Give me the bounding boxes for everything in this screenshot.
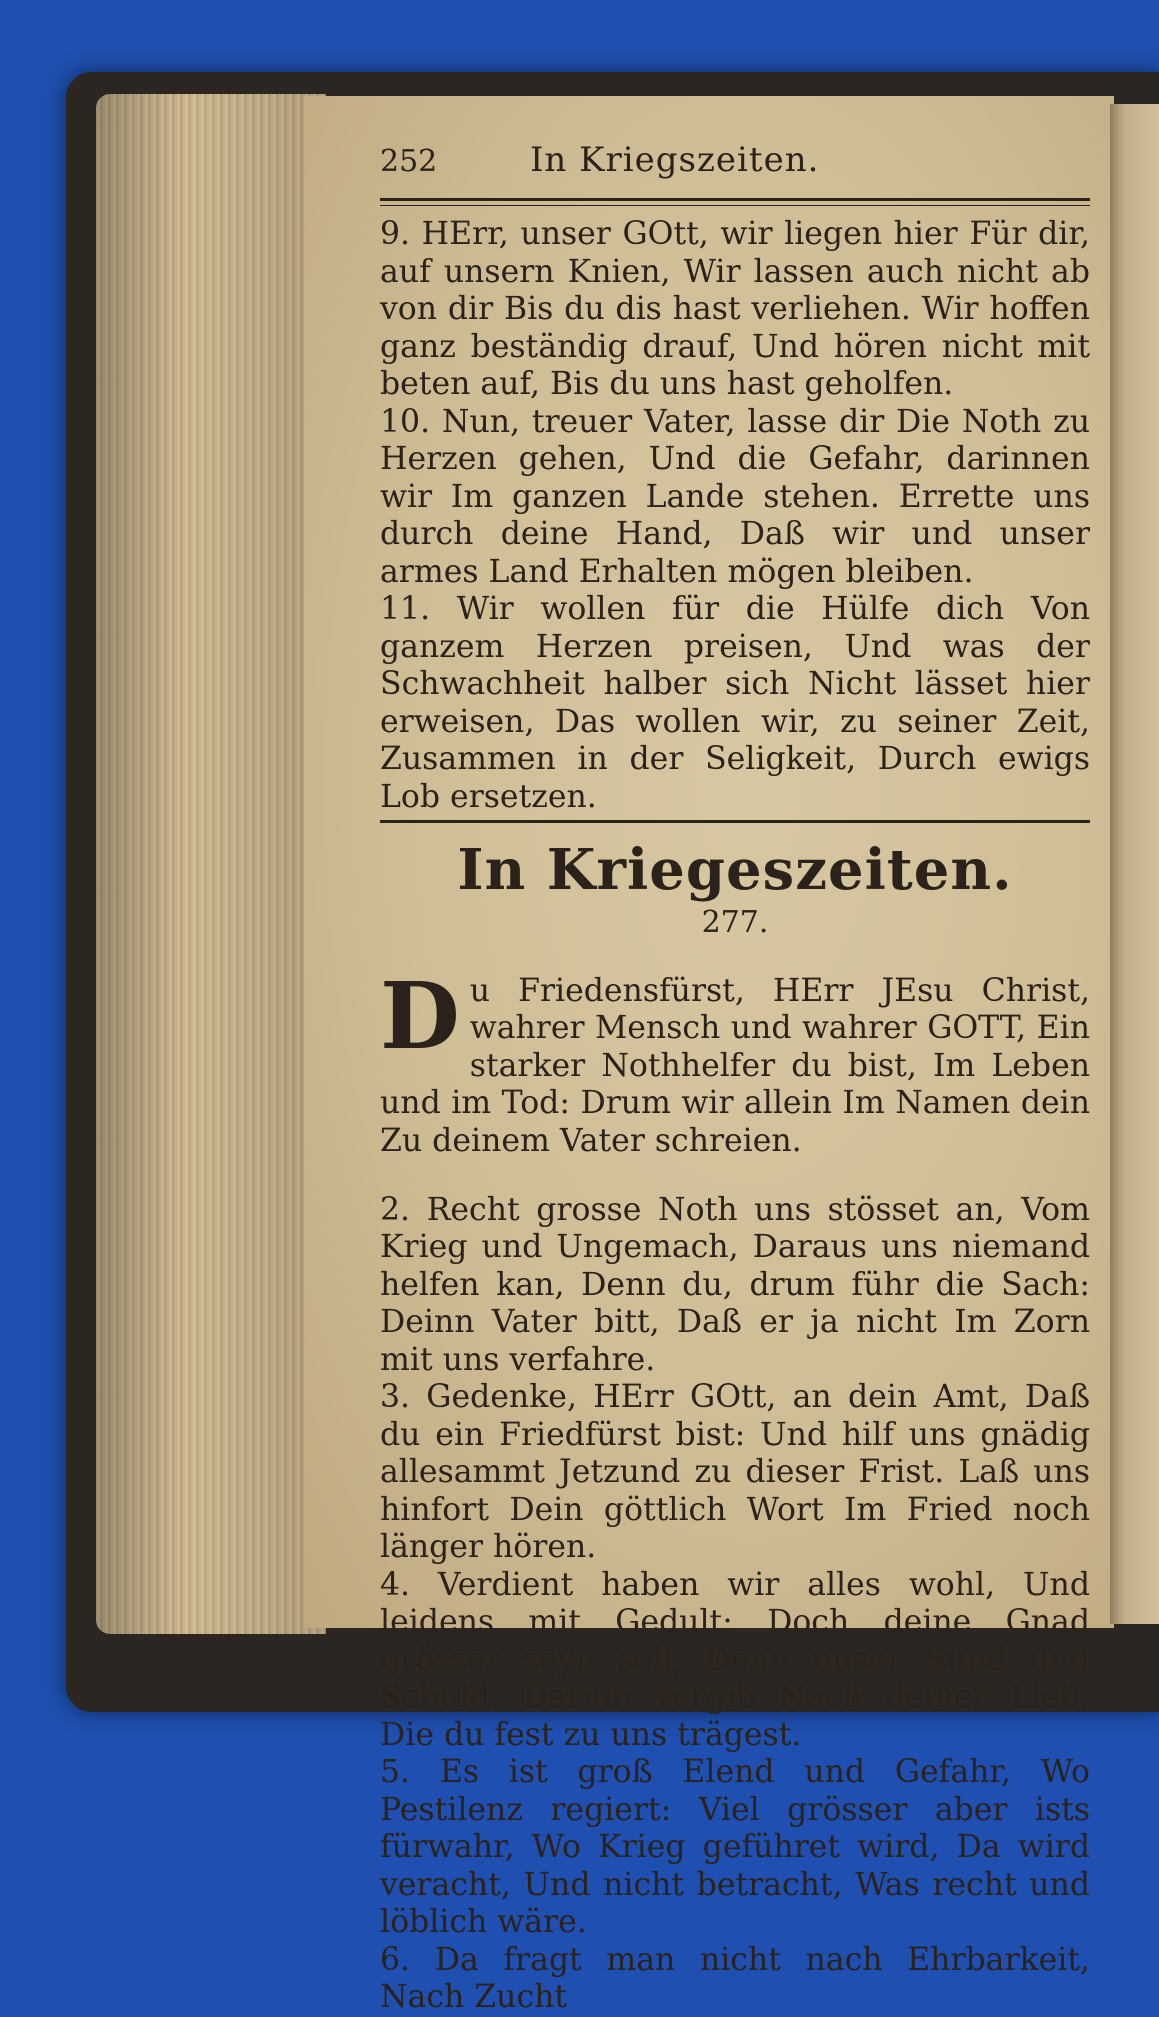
hymn-verse-5: 5. Es ist groß Elend und Gefahr, Wo Pestilenz regiert: Viel grösser aber ists fürwahr, Wo Krieg geführet wird, Da wird veracht, Und nicht betracht, Was recht und löblich wäre. (380, 1754, 1090, 1940)
page-header (380, 140, 1090, 190)
verse-10: 10. Nun, treuer Vater, lasse dir Die Noth zu Herzen gehen, Und die Gefahr, darinnen wir Im ganzen Lande stehen. Errette uns durch deine Hand, Daß wir und unser armes Land Erhalten mögen bleiben. (380, 403, 1090, 590)
running-head: In Kriegszeiten. (530, 140, 820, 180)
drop-cap: D (380, 961, 460, 1070)
page-text (380, 140, 1090, 2017)
hymn-verse-1-text: u Friedensfürst, HErr JEsu Christ, wahrer Mensch und wahrer GOTT, Ein starker Nothhelfer du bist, Im Leben und im Tod: Drum wir allein Im Namen dein Zu deinem Vater schreien. (380, 972, 1090, 1159)
verse-9: 9. HErr, unser GOtt, wir liegen hier Für dir, auf unsern Knien, Wir lassen auch nicht ab von dir Bis du dis hast verliehen. Wir hoffen ganz beständig drauf, Und hören nicht mit beten auf, Bis du uns hast geholfen. (380, 216, 1090, 402)
hymn-verse-2: 2. Recht grosse Noth uns stösset an, Vom Krieg und Ungemach, Daraus uns niemand helfen kan, Denn du, drum führ die Sach: Deinn Vater bitt, Daß er ja nicht Im Zorn mit uns verfahre. (380, 1191, 1090, 1378)
page-number: 252 (380, 144, 438, 179)
hymn-verse-4: 4. Verdient haben wir alles wohl, Und leidens mit Gedult: Doch deine Gnad grösser seyn soll, Denn unser Sünd und Schuld. Darum vergib Nach deiner Lieb, Die du fest zu uns trägest. (380, 1566, 1090, 1753)
header-rule (380, 198, 1090, 206)
hymn-verse-6: 6. Da fragt man nicht nach Ehrbarkeit, Nach Zucht (380, 1941, 1090, 2015)
hymn-verse-1 (380, 961, 1090, 1161)
verse-11: 11. Wir wollen für die Hülfe dich Von ganzem Herzen preisen, Und was der Schwachheit halber sich Nicht lässet hier erweisen, Das wollen wir, zu seiner Zeit, Zusammen in der Seligkeit, Durch ewigs Lob ersetzen. (380, 591, 1090, 815)
section-rule (380, 820, 1090, 823)
facing-page-edge (1110, 104, 1159, 1624)
page-edges-shadow (96, 94, 326, 1634)
hymn-number: 277. (701, 905, 769, 940)
hymn-verse-3: 3. Gedenke, HErr GOtt, an dein Amt, Daß du ein Friedfürst bist: Und hilf uns gnädig allesammt Jetzund zu dieser Frist. Laß uns hinfort Dein göttlich Wort Im Fried noch länger hören. (380, 1379, 1090, 1565)
section-title: In Kriegeszeiten. (457, 837, 1013, 903)
